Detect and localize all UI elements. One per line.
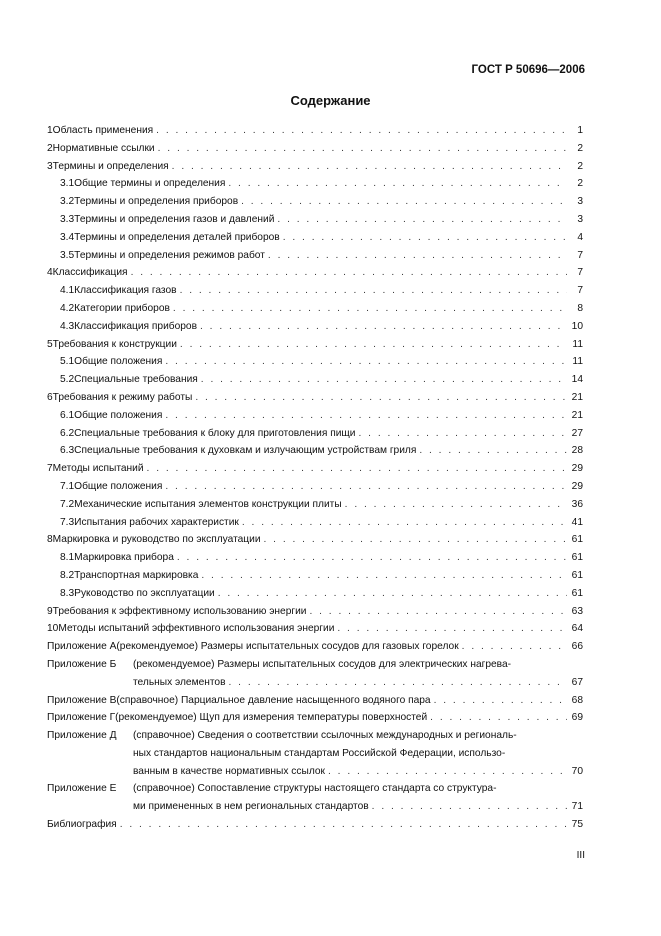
section-number: 5.1 xyxy=(60,356,75,368)
toc-line xyxy=(47,603,583,621)
section-number: 6.3 xyxy=(60,445,75,457)
page-ref: 61 xyxy=(571,534,583,546)
section-title: Транспортная маркировка xyxy=(74,569,199,581)
section-number: 8.3 xyxy=(60,587,75,599)
toc-line xyxy=(47,140,583,158)
section-number: 10 xyxy=(47,623,59,635)
section-number: 4.2 xyxy=(60,302,75,314)
section-title: Общие термины и определения xyxy=(74,178,226,190)
section-title: Методы испытаний эффективного использования энергии xyxy=(58,623,335,635)
appendix-title: (справочное) Сведения о соответствии ссылочных международных и региональ- xyxy=(133,730,517,742)
toc-line xyxy=(60,282,583,300)
appendix-title: (справочное) Сопоставление структуры настоящего стандарта со структура- xyxy=(133,783,497,795)
page-ref: 7 xyxy=(577,267,583,279)
page-ref: 2 xyxy=(577,178,583,190)
section-title: Категории приборов xyxy=(74,302,170,314)
section-number: 3 xyxy=(47,160,53,172)
toc-entry[interactable] xyxy=(47,620,583,638)
appendix-label: Приложение Г xyxy=(47,712,116,724)
toc-entry[interactable] xyxy=(47,567,583,585)
dot-leader xyxy=(131,264,567,282)
toc-line xyxy=(60,300,583,318)
section-number: 3.2 xyxy=(60,196,75,208)
toc-line xyxy=(47,460,583,478)
toc-line xyxy=(47,336,583,354)
dot-leader xyxy=(359,425,568,443)
toc-line xyxy=(60,193,583,211)
appendix-line xyxy=(47,674,583,692)
dot-leader xyxy=(120,816,567,834)
section-title: Термины и определения режимов работ xyxy=(74,249,265,261)
toc-line xyxy=(60,211,583,229)
dot-leader xyxy=(345,496,567,514)
toc-line xyxy=(60,247,583,265)
toc-entry[interactable] xyxy=(47,318,583,336)
toc-entry[interactable] xyxy=(47,247,583,265)
appendix-label: Приложение А xyxy=(47,641,117,653)
page-ref: 7 xyxy=(577,285,583,297)
toc-line xyxy=(60,585,583,603)
section-title: Термины и определения xyxy=(52,160,169,172)
appendix-line xyxy=(47,763,583,781)
page-ref: 4 xyxy=(577,231,583,243)
section-title: Общие положения xyxy=(74,356,163,368)
toc-entry[interactable] xyxy=(47,549,583,567)
appendix-title: (рекомендуемое) Щуп для измерения температуры поверхностей xyxy=(115,712,428,724)
appendix-line xyxy=(47,709,583,727)
toc-entry[interactable] xyxy=(47,460,583,478)
appendix-entry[interactable] xyxy=(47,638,583,656)
appendix-label: Приложение Е xyxy=(47,783,117,795)
dot-leader xyxy=(419,442,567,460)
section-number: 7.1 xyxy=(60,480,75,492)
section-title: Специальные требования xyxy=(74,374,198,386)
toc-entry[interactable] xyxy=(47,496,583,514)
toc-entry[interactable] xyxy=(47,353,583,371)
toc-title: Содержание xyxy=(290,93,371,108)
toc-entry[interactable] xyxy=(47,336,583,354)
page-ref: 29 xyxy=(571,463,583,475)
dot-leader xyxy=(328,763,567,781)
toc-line xyxy=(47,531,583,549)
section-number: 2 xyxy=(47,142,53,154)
appendix-line xyxy=(47,727,583,745)
section-title: Классификация приборов xyxy=(74,320,198,332)
section-number: 3.3 xyxy=(60,213,75,225)
section-title: Маркировка прибора xyxy=(74,552,174,564)
document-code: ГОСТ Р 50696—2006 xyxy=(471,64,585,76)
page-ref: 68 xyxy=(571,694,583,706)
bibliography-title: Библиография xyxy=(47,819,117,831)
dot-leader xyxy=(268,247,567,265)
page-ref: 2 xyxy=(577,142,583,154)
page-ref: 66 xyxy=(571,641,583,653)
dot-leader xyxy=(147,460,567,478)
appendix-title: ванным в качестве нормативных ссылок xyxy=(133,765,326,777)
toc-entry[interactable] xyxy=(47,371,583,389)
page-ref: 29 xyxy=(571,480,583,492)
toc-entry[interactable] xyxy=(47,300,583,318)
page-ref: 11 xyxy=(572,356,583,368)
page-ref: 75 xyxy=(571,819,583,831)
section-number: 7.2 xyxy=(60,498,75,510)
dot-leader xyxy=(242,514,567,532)
dot-leader xyxy=(309,603,567,621)
section-number: 9 xyxy=(47,605,53,617)
toc-entry[interactable] xyxy=(47,389,583,407)
appendix-title: (рекомендуемое) Размеры испытательных сосудов для газовых горелок xyxy=(116,641,459,653)
dot-leader xyxy=(434,692,567,710)
dot-leader xyxy=(462,638,567,656)
section-title: Нормативные ссылки xyxy=(52,142,155,154)
section-number: 4.3 xyxy=(60,320,75,332)
page-ref: 63 xyxy=(571,605,583,617)
table-of-contents xyxy=(47,122,583,834)
toc-entry[interactable] xyxy=(47,478,583,496)
toc-line xyxy=(60,514,583,532)
dot-leader xyxy=(241,193,567,211)
dot-leader xyxy=(173,300,567,318)
appendix-line xyxy=(47,780,583,798)
page-ref: 11 xyxy=(572,338,583,350)
page-ref: 21 xyxy=(571,409,583,421)
appendix-title: (справочное) Парциальное давление насыщенного водяного пара xyxy=(116,694,431,706)
toc-entry[interactable] xyxy=(47,282,583,300)
section-title: Методы испытаний xyxy=(52,463,144,475)
section-number: 5.2 xyxy=(60,374,75,386)
page-ref: 27 xyxy=(571,427,583,439)
toc-line xyxy=(60,496,583,514)
toc-entry[interactable] xyxy=(47,175,583,193)
section-title: Специальные требования к блоку для приготовления пищи xyxy=(74,427,356,439)
section-number: 1 xyxy=(47,125,53,136)
dot-leader xyxy=(228,175,567,193)
section-title: Требования к эффективному использованию энергии xyxy=(52,605,307,617)
section-title: Термины и определения деталей приборов xyxy=(74,231,280,243)
page-ref: 21 xyxy=(571,391,583,403)
section-title: Термины и определения газов и давлений xyxy=(74,213,275,225)
page-ref: 3 xyxy=(577,196,583,208)
toc-entry[interactable] xyxy=(47,407,583,425)
page-ref: 7 xyxy=(577,249,583,261)
dot-leader xyxy=(158,140,567,158)
page-ref: 14 xyxy=(571,374,583,386)
appendix-line xyxy=(47,798,583,816)
dot-leader xyxy=(264,531,567,549)
toc-line xyxy=(60,407,583,425)
section-number: 7 xyxy=(47,463,53,475)
toc-line xyxy=(60,229,583,247)
appendix-title: ми примененных в нем региональных стандартов xyxy=(133,801,369,813)
toc-line xyxy=(47,264,583,282)
section-title: Механические испытания элементов конструкции плиты xyxy=(74,498,342,510)
appendix-entry[interactable] xyxy=(47,692,583,710)
toc-line xyxy=(47,389,583,407)
toc-entry[interactable] xyxy=(47,140,583,158)
appendix-entry[interactable] xyxy=(47,656,583,692)
dot-leader xyxy=(180,336,567,354)
section-number: 4 xyxy=(47,267,53,279)
dot-leader xyxy=(177,549,567,567)
page-ref: 1 xyxy=(577,125,583,136)
section-number: 4.1 xyxy=(60,285,75,297)
dot-leader xyxy=(430,709,567,727)
dot-leader xyxy=(201,567,567,585)
section-title: Классификация газов xyxy=(74,285,177,297)
toc-line xyxy=(60,425,583,443)
page-ref: 10 xyxy=(571,320,583,332)
section-title: Термины и определения приборов xyxy=(74,196,239,208)
appendix-label: Приложение В xyxy=(47,694,117,706)
page-ref: 28 xyxy=(571,445,583,457)
toc-line xyxy=(47,158,583,176)
toc-entry[interactable] xyxy=(47,264,583,282)
section-title: Общие положения xyxy=(74,480,163,492)
toc-entry[interactable] xyxy=(47,603,583,621)
page-ref: 71 xyxy=(571,801,583,813)
dot-leader xyxy=(200,318,567,336)
appendix-line xyxy=(47,692,583,710)
appendix-label: Приложение Д xyxy=(47,730,117,742)
toc-line xyxy=(60,318,583,336)
dot-leader xyxy=(172,158,567,176)
dot-leader xyxy=(218,585,567,603)
toc-line xyxy=(60,478,583,496)
section-number: 6.1 xyxy=(60,409,75,421)
page-ref: 61 xyxy=(571,569,583,581)
dot-leader xyxy=(165,353,567,371)
dot-leader xyxy=(337,620,567,638)
toc-entry[interactable] xyxy=(47,158,583,176)
dot-leader xyxy=(229,674,567,692)
toc-entry[interactable] xyxy=(47,514,583,532)
toc-line xyxy=(60,371,583,389)
section-title: Испытания рабочих характеристик xyxy=(74,516,239,528)
dot-leader xyxy=(372,798,567,816)
toc-entry[interactable] xyxy=(47,425,583,443)
appendix-line xyxy=(47,638,583,656)
dot-leader xyxy=(195,389,567,407)
page-ref: 61 xyxy=(571,587,583,599)
section-title: Требования к режиму работы xyxy=(52,391,193,403)
section-title: Общие положения xyxy=(74,409,163,421)
toc-entry[interactable] xyxy=(47,229,583,247)
page-ref: 70 xyxy=(571,765,583,777)
section-title: Область применения xyxy=(52,125,154,136)
section-number: 8.1 xyxy=(60,552,75,564)
toc-entry[interactable] xyxy=(47,122,583,140)
appendix-title: тельных элементов xyxy=(133,676,226,688)
section-number: 3.1 xyxy=(60,178,75,190)
section-title: Специальные требования к духовкам и излучающим устройствам гриля xyxy=(74,445,417,457)
page-ref: 2 xyxy=(577,160,583,172)
dot-leader xyxy=(165,478,567,496)
section-number: 5 xyxy=(47,338,53,350)
dot-leader xyxy=(156,122,567,140)
section-number: 3.4 xyxy=(60,231,75,243)
toc-line xyxy=(60,567,583,585)
appendix-line xyxy=(47,656,583,674)
dot-leader xyxy=(165,407,567,425)
appendix-title: (рекомендуемое) Размеры испытательных сосудов для электрических нагрева- xyxy=(133,658,512,670)
toc-entry[interactable] xyxy=(47,585,583,603)
toc-line xyxy=(60,353,583,371)
dot-leader xyxy=(201,371,567,389)
appendix-title: ных стандартов национальным стандартам Российской Федерации, использо- xyxy=(133,747,506,759)
appendix-entry[interactable] xyxy=(47,709,583,727)
page-ref: 61 xyxy=(571,552,583,564)
appendix-entry[interactable] xyxy=(47,780,583,816)
section-title: Классификация xyxy=(52,267,128,279)
dot-leader xyxy=(277,211,567,229)
section-title: Руководство по эксплуатации xyxy=(74,587,215,599)
page-ref: 67 xyxy=(571,676,583,688)
dot-leader xyxy=(283,229,567,247)
toc-line xyxy=(60,549,583,567)
section-number: 6 xyxy=(47,391,53,403)
page-ref: 8 xyxy=(577,302,583,314)
page-ref: 3 xyxy=(577,213,583,225)
section-number: 6.2 xyxy=(60,427,75,439)
page-ref: 69 xyxy=(571,712,583,724)
dot-leader xyxy=(180,282,567,300)
page-number: III xyxy=(576,850,585,861)
page-ref: 64 xyxy=(571,623,583,635)
page-ref: 36 xyxy=(571,498,583,510)
section-title: Маркировка и руководство по эксплуатации xyxy=(52,534,261,546)
toc-entry[interactable] xyxy=(47,211,583,229)
toc-line xyxy=(47,620,583,638)
toc-entry[interactable] xyxy=(47,193,583,211)
toc-entry[interactable] xyxy=(47,442,583,460)
section-number: 3.5 xyxy=(60,249,75,261)
toc-line xyxy=(60,442,583,460)
bibliography-entry[interactable] xyxy=(47,816,583,834)
section-title: Требования к конструкции xyxy=(52,338,177,350)
toc-line xyxy=(47,122,583,140)
toc-line xyxy=(47,816,583,834)
appendix-entry[interactable] xyxy=(47,727,583,780)
toc-line xyxy=(60,175,583,193)
page-ref: 41 xyxy=(571,516,583,528)
section-number: 7.3 xyxy=(60,516,75,528)
section-number: 8.2 xyxy=(60,569,75,581)
appendix-line xyxy=(47,745,583,763)
toc-entry[interactable] xyxy=(47,531,583,549)
appendix-label: Приложение Б xyxy=(47,658,117,670)
section-number: 8 xyxy=(47,534,53,546)
